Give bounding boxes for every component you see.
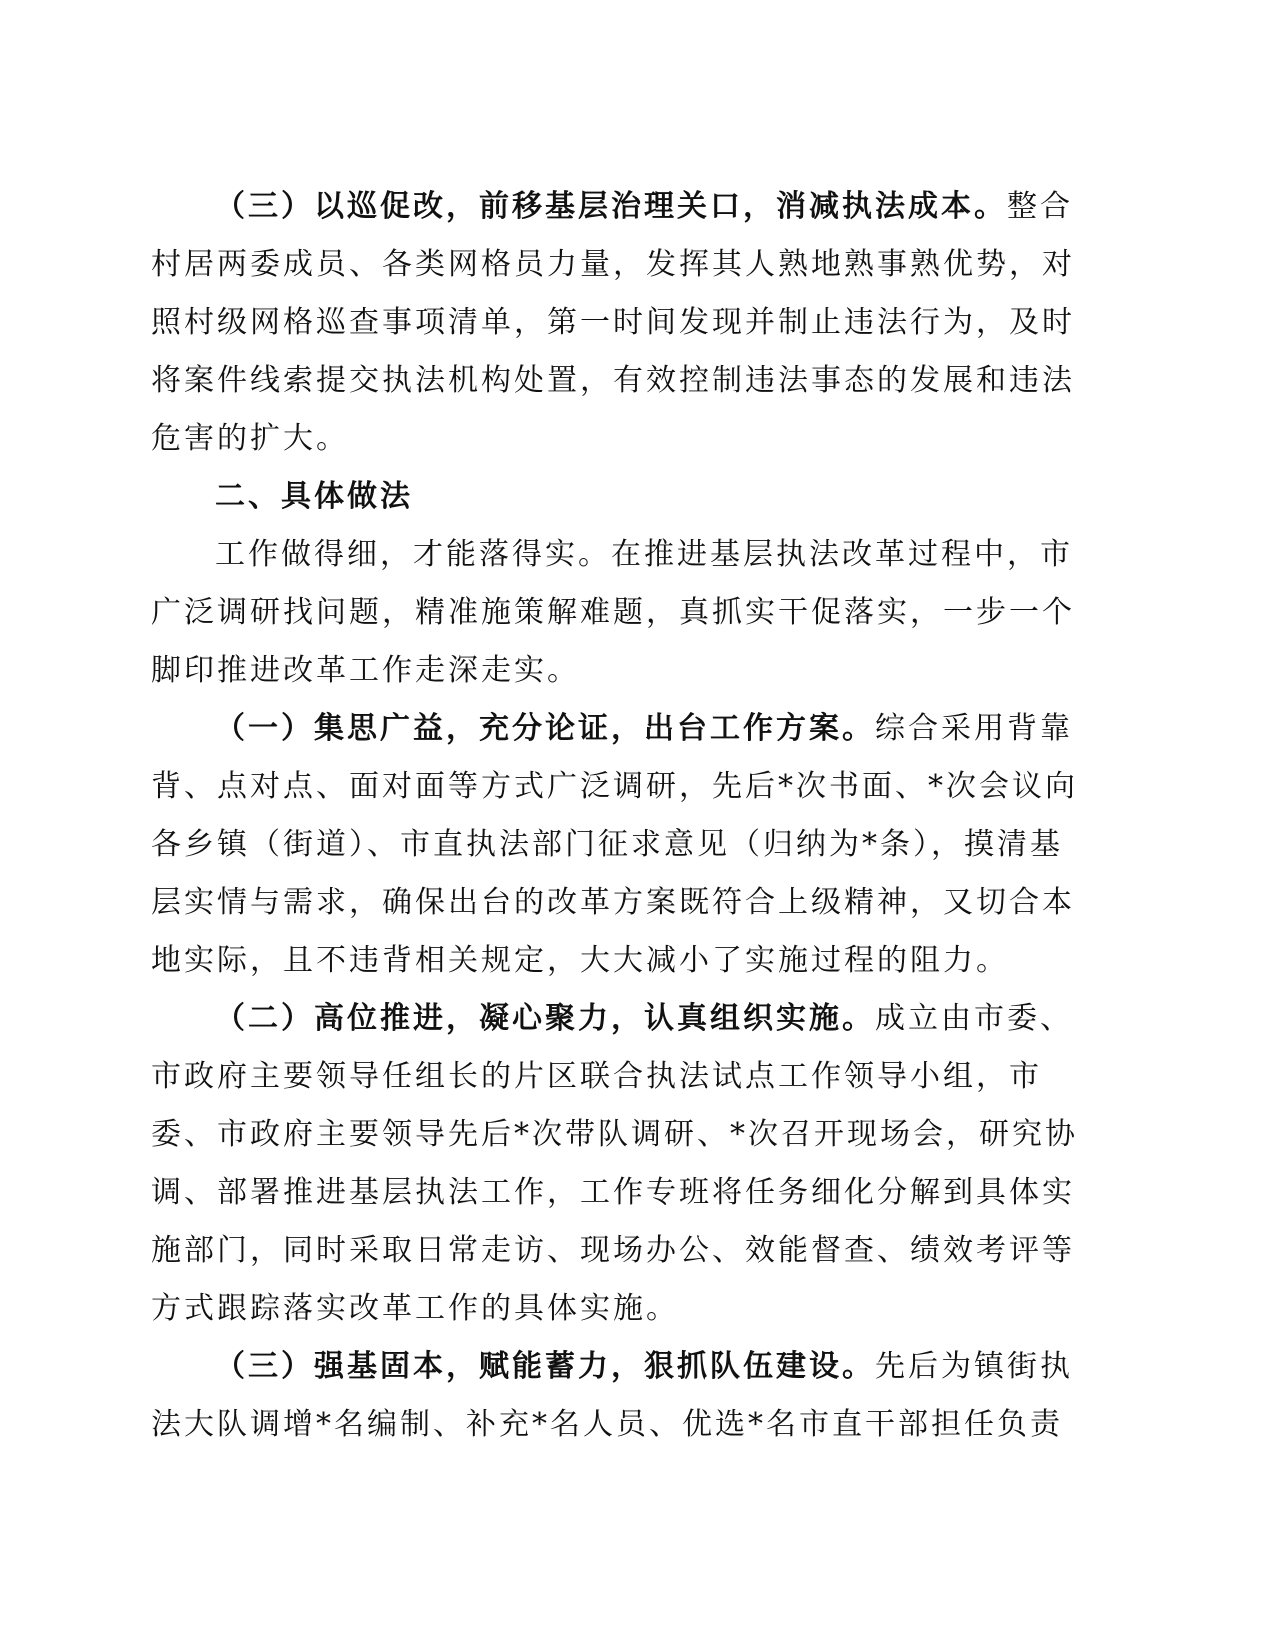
paragraph-5-line-1 [151,1338,1091,1396]
paragraph-5-lead: （三）强基固本，赋能蓄力，狠抓队伍建设。 [215,1349,875,1384]
paragraph-5-text-1: 先后为镇街执 [875,1349,1073,1384]
paragraph-3-line-3: 各乡镇（街道）、市直执法部门征求意见（归纳为*条），摸清基 [151,827,1063,862]
paragraph-4-line-4: 调、部署推进基层执法工作，工作专班将任务细化分解到具体实 [151,1175,1075,1210]
paragraph-2-line-3: 脚印推进改革工作走深走实。 [151,653,580,688]
paragraph-1-lead: （三）以巡促改，前移基层治理关口，消减执法成本。 [215,189,1007,224]
paragraph-2-line-2: 广泛调研找问题，精准施策解难题，真抓实干促落实，一步一个 [151,595,1075,630]
paragraph-3-line-1 [151,700,1091,758]
paragraph-4-lead: （二）高位推进，凝心聚力，认真组织实施。 [215,1001,875,1036]
paragraph-4-line-6: 方式跟踪落实改革工作的具体实施。 [151,1291,679,1326]
paragraph-3-line-5: 地实际，且不违背相关规定，大大减小了实施过程的阻力。 [151,943,1009,978]
paragraph-3-text-1: 综合采用背靠 [875,711,1073,746]
paragraph-5-line-2: 法大队调增*名编制、补充*名人员、优选*名市直干部担任负责 [151,1407,1063,1442]
paragraph-1-line-3: 照村级网格巡查事项清单，第一时间发现并制止违法行为，及时 [151,305,1075,340]
paragraph-4-text-1: 成立由市委、 [875,1001,1073,1036]
paragraph-1-line-1 [151,178,1091,236]
paragraph-3-lead: （一）集思广益，充分论证，出台工作方案。 [215,711,875,746]
paragraph-3-line-2: 背、点对点、面对面等方式广泛调研，先后*次书面、*次会议向 [151,769,1078,804]
paragraph-4-line-3: 委、市政府主要领导先后*次带队调研、*次召开现场会，研究协 [151,1117,1078,1152]
paragraph-1-line-5: 危害的扩大。 [151,421,349,456]
paragraph-1-line-2: 村居两委成员、各类网格员力量，发挥其人熟地熟事熟优势，对 [151,247,1075,282]
paragraph-3-line-4: 层实情与需求，确保出台的改革方案既符合上级精神，又切合本 [151,885,1075,920]
section-heading: 二、具体做法 [215,479,413,514]
paragraph-2-line-1: 工作做得细，才能落得实。在推进基层执法改革过程中，市 [215,537,1073,572]
paragraph-1-text-1: 整合 [1007,189,1073,224]
paragraph-4-line-1 [151,990,1091,1048]
paragraph-1-line-4: 将案件线索提交执法机构处置，有效控制违法事态的发展和违法 [151,363,1075,398]
document-body [151,178,1091,1454]
paragraph-4-line-5: 施部门，同时采取日常走访、现场办公、效能督查、绩效考评等 [151,1233,1075,1268]
paragraph-4-line-2: 市政府主要领导任组长的片区联合执法试点工作领导小组，市 [151,1059,1042,1094]
